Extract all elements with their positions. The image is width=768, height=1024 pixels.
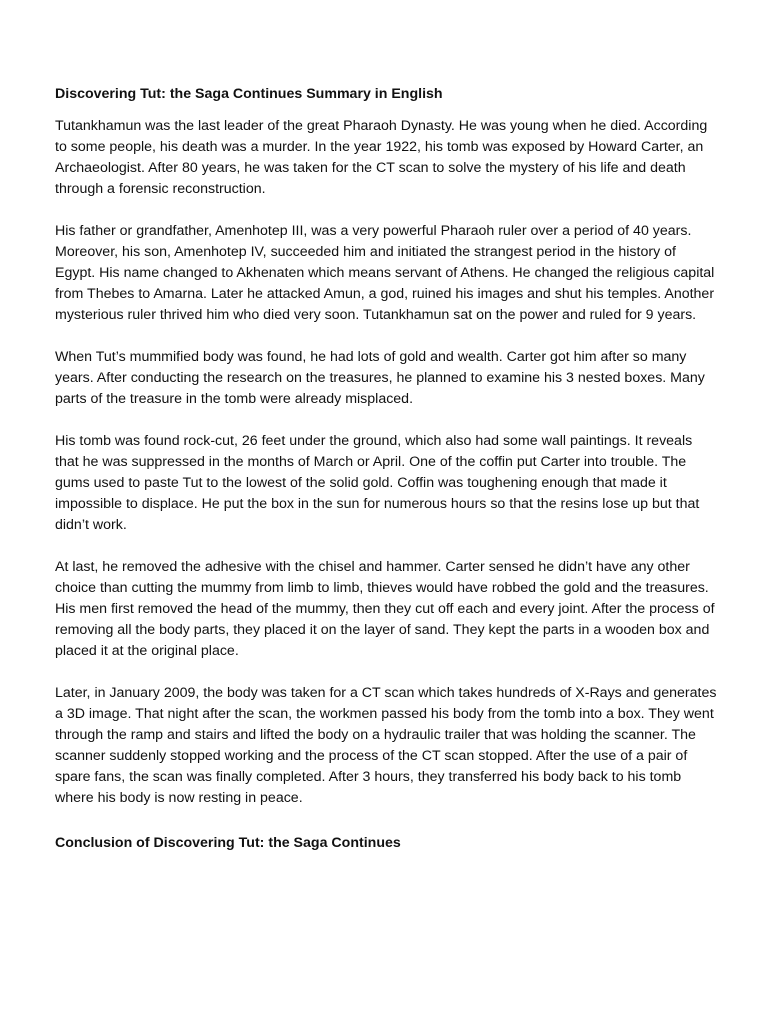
paragraph-discovery: When Tut’s mummified body was found, he had lots of gold and wealth. Carter got him after so many years. After conducting the research on the treasures, he planned to examine his 3 nested boxes. Many parts of the treasure in the tomb were already misplaced. [55,349,705,407]
conclusion-heading: Conclusion of Discovering Tut: the Saga Continues [55,835,401,851]
paragraph-intro: Tutankhamun was the last leader of the great Pharaoh Dynasty. He was young when he died. According to some people, his death was a murder. In the year 1922, his tomb was exposed by Howard Carter, an Archaeologist. After 80 years, he was taken for the CT scan to solve the mystery of his life and death through a forensic reconstruction. [55,118,708,197]
document-page [55,84,719,854]
paragraph-removal: At last, he removed the adhesive with the chisel and hammer. Carter sensed he didn’t have any other choice than cutting the mummy from limb to limb, thieves would have robbed the gold and the treasures. His men first removed the head of the mummy, then they cut off each and every joint. After the process of removing all the body parts, they placed it on the layer of sand. They kept the parts in a wooden box and placed it at the original place. [55,559,715,659]
document-title: Discovering Tut: the Saga Continues Summary in English [55,86,443,102]
paragraph-ct-scan: Later, in January 2009, the body was taken for a CT scan which takes hundreds of X-Rays and generates a 3D image. That night after the scan, the workmen passed his body from the tomb into a box. They went through the ramp and stairs and lifted the body on a hydraulic trailer that was holding the scanner. The scanner suddenly stopped working and the process of the CT scan stopped. After the use of a pair of spare fans, the scan was finally completed. After 3 hours, they transferred his body back to his tomb where his body is now resting in peace. [55,685,717,806]
paragraph-tomb: His tomb was found rock-cut, 26 feet under the ground, which also had some wall paintings. It reveals that he was suppressed in the months of March or April. One of the coffin put Carter into trouble. The gums used to paste Tut to the lowest of the solid gold. Coffin was toughening enough that made it impossible to displace. He put the box in the sun for numerous hours so that the resins lose up but that didn’t work. [55,433,700,533]
paragraph-ancestry: His father or grandfather, Amenhotep III, was a very powerful Pharaoh ruler over a period of 40 years. Moreover, his son, Amenhotep IV, succeeded him and initiated the strangest period in the history of Egypt. His name changed to Akhenaten which means servant of Athens. He changed the religious capital from Thebes to Amarna. Later he attacked Amun, a god, ruined his images and shut his temples. Another mysterious ruler thrived him who died very soon. Tutankhamun sat on the power and ruled for 9 years. [55,223,715,323]
